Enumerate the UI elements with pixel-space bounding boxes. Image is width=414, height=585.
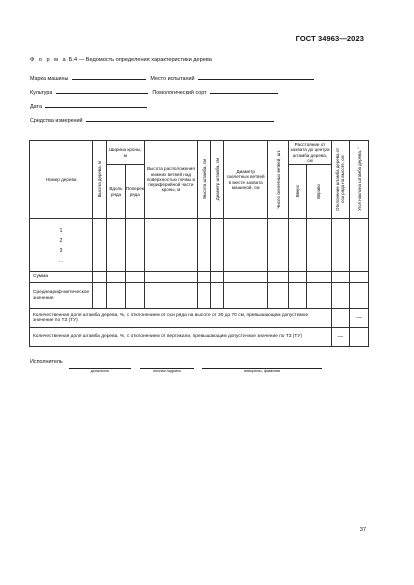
header-skeletal-diameter: Диаметр скелетных ветвей в месте захвата машиной, см (223, 141, 267, 219)
data-cell[interactable] (144, 283, 198, 309)
data-cell[interactable] (350, 283, 369, 309)
data-cell[interactable] (306, 272, 331, 283)
form-title (30, 57, 212, 63)
data-cell[interactable] (198, 219, 211, 272)
field-row-instruments (30, 115, 274, 124)
data-cell[interactable] (289, 219, 307, 272)
header-top: Вверх (289, 165, 307, 219)
tree-number: 2 (59, 238, 63, 245)
test-site-label: Место испытаний (150, 76, 195, 82)
test-site-line[interactable] (198, 73, 314, 80)
data-cell[interactable] (306, 283, 331, 309)
data-cell[interactable] (331, 272, 350, 283)
document-code: ГОСТ 34963—2023 (295, 34, 364, 43)
header-tree-number: Номер дерева (30, 141, 93, 219)
form-title-word: Ф о р м а (30, 57, 68, 63)
crop-label: Культура (30, 90, 53, 96)
field-row-crop (30, 87, 278, 96)
measuring-instruments-line[interactable] (86, 115, 274, 122)
machine-brand-line[interactable] (72, 73, 146, 80)
data-cell[interactable] (331, 309, 350, 328)
data-cell[interactable] (223, 283, 267, 309)
header-crown-width: Ширина кроны, м (107, 141, 144, 165)
signature-sign-caption: личная подпись (153, 369, 181, 373)
mean-row (30, 283, 369, 309)
data-cell[interactable] (306, 219, 331, 272)
header-skeletal-count: Число скелетных ветвей, шт. (268, 141, 289, 219)
data-cell[interactable] (198, 283, 211, 309)
tree-number: 3 (59, 248, 63, 255)
pomological-variety-line[interactable] (210, 87, 278, 94)
data-cell[interactable] (107, 272, 126, 283)
data-cell[interactable] (350, 219, 369, 272)
data-cell[interactable] (125, 283, 144, 309)
data-cell[interactable] (125, 219, 144, 272)
note-axis-deviation: Количественная доля штамба дерева, %, с отклонением от оси ряда на высоте от 30 до 70 см, превышающим допустимое значение по ТЗ (ТУ) (30, 309, 332, 328)
data-cell[interactable] (331, 219, 350, 272)
signature-position-caption: должность (90, 369, 110, 373)
header-across-row: Поперек ряда (125, 165, 144, 219)
header-along-row: Вдоль ряда (107, 165, 126, 219)
header-bottom: Вправо (306, 165, 331, 219)
header-stem-height: Высота штамба, см (198, 141, 211, 219)
data-cell[interactable] (107, 283, 126, 309)
measuring-instruments-label: Средства измерений (30, 118, 83, 124)
sum-row (30, 272, 369, 283)
pomological-variety-label: Помологический сорт (152, 90, 207, 96)
tree-numbers-row (30, 219, 369, 272)
data-cell[interactable] (125, 272, 144, 283)
data-cell[interactable] (144, 272, 198, 283)
tree-number: 1 (59, 228, 63, 235)
signature-label: Исполнитель (30, 359, 63, 365)
data-cell[interactable] (107, 219, 126, 272)
data-cell[interactable] (144, 219, 198, 272)
data-cell[interactable] (93, 219, 107, 272)
date-label: Дата (30, 104, 42, 110)
data-cell[interactable] (268, 219, 289, 272)
data-cell[interactable] (350, 272, 369, 283)
data-cell[interactable] (211, 219, 224, 272)
data-cell[interactable] (289, 272, 307, 283)
sum-label: Сумма (30, 272, 93, 283)
data-cell[interactable] (93, 272, 107, 283)
data-cell[interactable] (268, 283, 289, 309)
dash-cell: — (350, 309, 369, 328)
dash-cell: — (331, 328, 350, 347)
data-cell[interactable] (350, 328, 369, 347)
data-cell[interactable] (93, 283, 107, 309)
page-number: 37 (359, 527, 366, 533)
note-row-vertical (30, 328, 369, 347)
date-line[interactable] (45, 101, 147, 108)
data-cell[interactable] (223, 272, 267, 283)
crop-line[interactable] (56, 87, 148, 94)
header-crown-start-height: Высота расположения нижних ветвей над поверхностью почвы в периферийной части кроны, м (144, 141, 198, 219)
header-stem-slope-angle: Угол наклона штамба дерева, ° (350, 141, 369, 219)
header-stem-deviation-row: Отклонение штамба дерева от оси ряда на высоте, см (331, 141, 350, 219)
data-cell[interactable] (268, 272, 289, 283)
form-title-text: — Ведомость определения характеристики дерева (78, 57, 212, 63)
header-stem-diameter: Диаметр штамба, см (211, 141, 224, 219)
header-distance-group: Расстояние от захвата до центра штамба дерева, см (290, 142, 330, 163)
machine-brand-label: Марка машины (30, 76, 69, 82)
tree-characteristics-table (29, 140, 369, 347)
mean-label: Среднеариф-метическое значение (30, 283, 93, 309)
data-cell[interactable] (331, 283, 350, 309)
tree-number: ... (58, 258, 64, 265)
signature-name-caption: инициалы, фамилия (243, 369, 281, 373)
tree-number-list (30, 219, 93, 272)
header-tree-height: Высота дерева, м (93, 141, 107, 219)
data-cell[interactable] (211, 272, 224, 283)
data-cell[interactable] (223, 219, 267, 272)
field-row-date (30, 101, 147, 110)
note-vertical-deviation: Количественная доля штамба дерева, %, с отклонением от вертикали, превышающим допусти-мое значение по ТЗ (ТУ) (30, 328, 332, 347)
form-title-number: Б.4 (68, 57, 78, 63)
data-cell[interactable] (198, 272, 211, 283)
field-row-machine (30, 73, 314, 82)
data-cell[interactable] (289, 283, 307, 309)
data-cell[interactable] (211, 283, 224, 309)
note-row-axis (30, 309, 369, 328)
